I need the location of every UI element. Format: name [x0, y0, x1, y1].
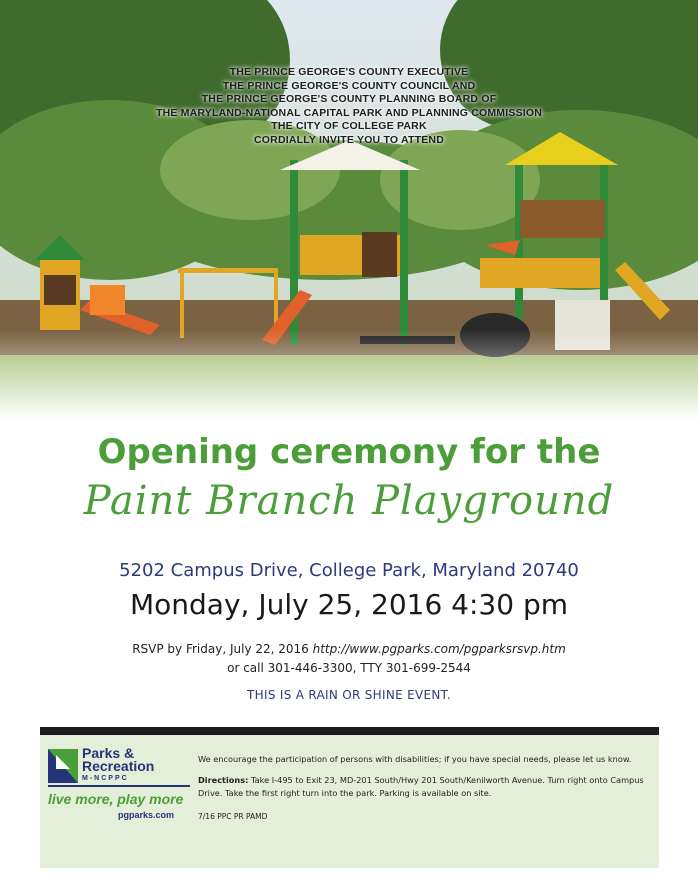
website-link[interactable]: pgparks.com: [118, 810, 175, 820]
directions-label: Directions:: [198, 775, 249, 785]
invitation-line: CORDIALLY INVITE YOU TO ATTEND: [254, 133, 444, 146]
accessibility-note: We encourage the participation of persons with disabilities; if you have special needs, please let us know.: [198, 754, 632, 764]
logo-name: [82, 747, 192, 773]
rsvp-phone: or call 301-446-3300, TTY 301-699-2544: [227, 661, 471, 675]
directions-text: Take I-495 to Exit 23, MD-201 South/Hwy 201 South/Kenilworth Avenue. Turn right onto Campus Drive. Take the first right turn into the park. Parking is available on site.: [198, 775, 644, 798]
invitation-line: THE PRINCE GEORGE'S COUNTY EXECUTIVE: [229, 66, 469, 78]
logo-name-line2: Recreation: [82, 758, 155, 774]
print-code: 7/16 PPC PR PAMD: [198, 812, 268, 821]
event-address: 5202 Campus Drive, College Park, Maryland 20740: [119, 560, 579, 581]
footer-panel: [40, 727, 659, 868]
playground-photo: [0, 0, 698, 420]
event-title-line1: Opening ceremony for the: [97, 432, 601, 472]
event-title-line2: Paint Branch Playground: [83, 478, 615, 524]
directions-note: [198, 774, 648, 799]
invitation-text: [0, 66, 698, 147]
rsvp-deadline: RSVP by Friday, July 22, 2016: [132, 642, 309, 656]
parks-recreation-logo-mark-icon: [48, 749, 78, 783]
rsvp-link[interactable]: http://www.pgparks.com/pgparksrsvp.htm: [312, 642, 566, 656]
rsvp-block: [0, 640, 698, 678]
tagline: live more, play more: [48, 791, 184, 807]
invitation-line: THE MARYLAND-NATIONAL CAPITAL PARK AND PLANNING COMMISSION: [155, 106, 543, 119]
invitation-line: THE PRINCE GEORGE'S COUNTY COUNCIL AND: [222, 79, 476, 92]
rain-notice: THIS IS A RAIN OR SHINE EVENT.: [247, 688, 451, 702]
invitation-line: THE CITY OF COLLEGE PARK: [271, 120, 427, 132]
event-datetime: Monday, July 25, 2016 4:30 pm: [129, 588, 568, 621]
logo-divider: [48, 785, 190, 787]
invitation-line: THE PRINCE GEORGE'S COUNTY PLANNING BOARD OF: [201, 93, 497, 105]
logo-name-line1: Parks &: [82, 745, 135, 761]
rsvp-line: [0, 640, 698, 659]
logo-agency: M-NCPPC: [82, 775, 129, 782]
